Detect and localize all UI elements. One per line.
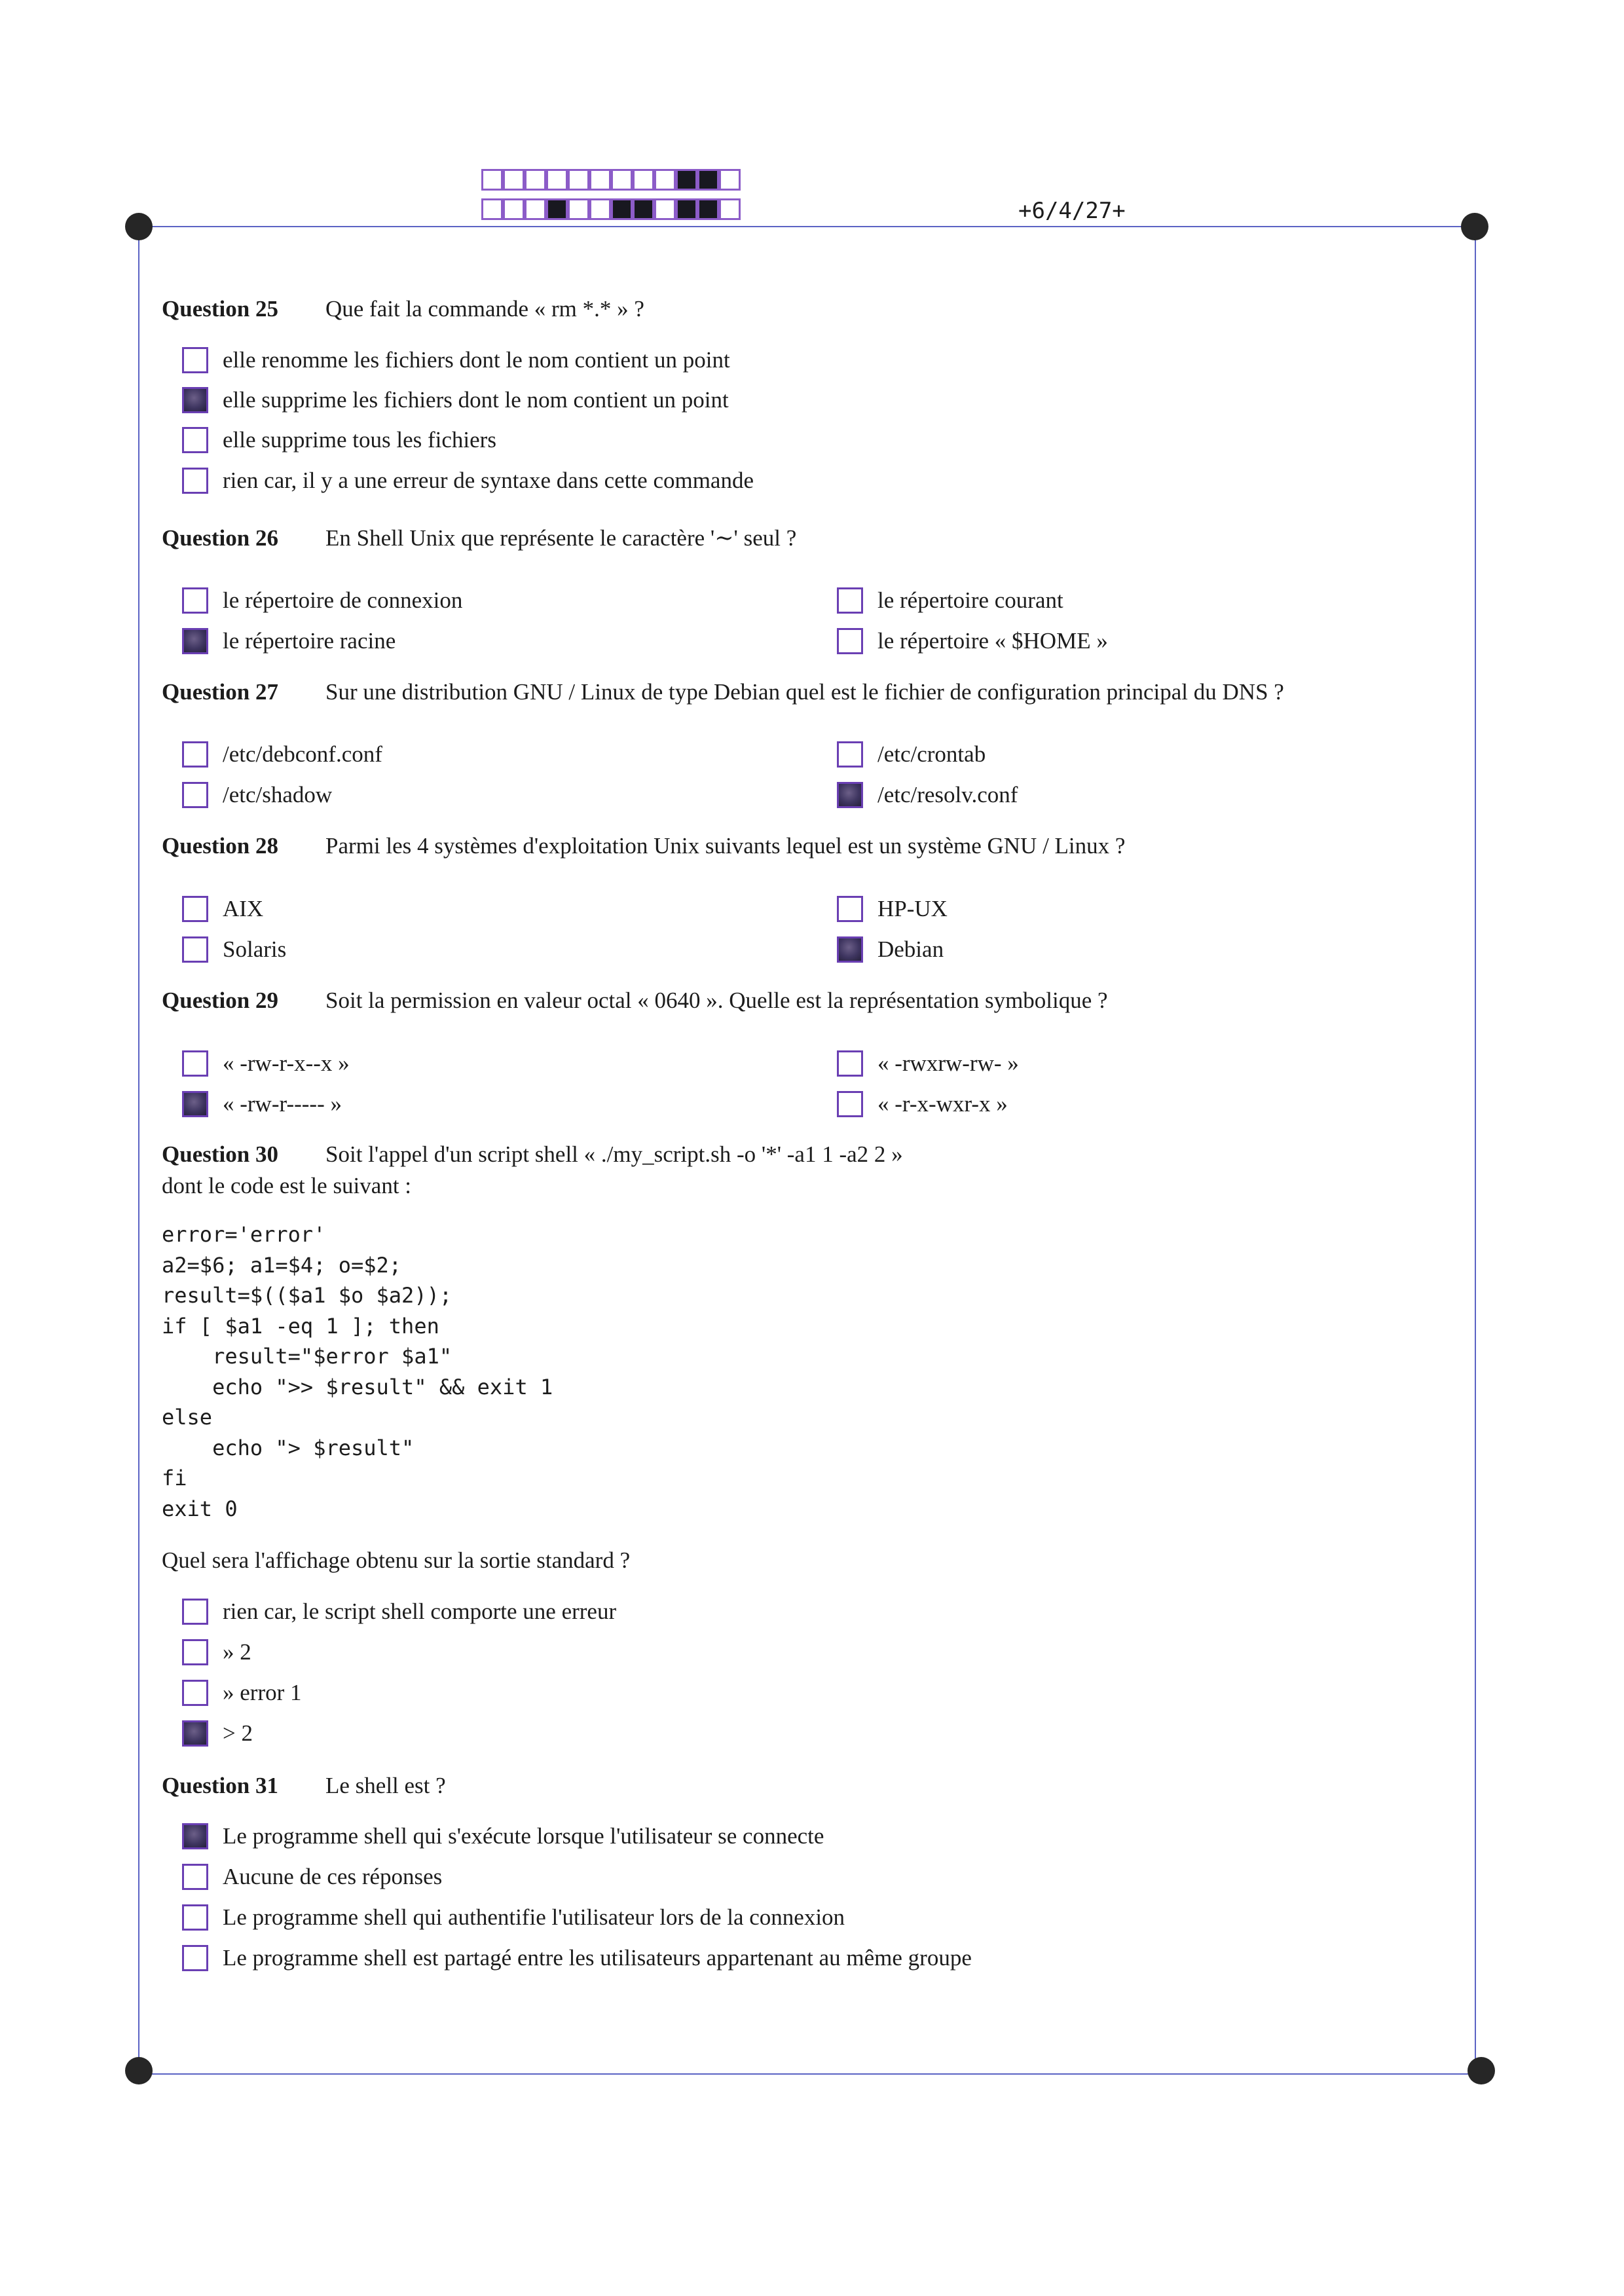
answer-option[interactable] bbox=[837, 893, 948, 925]
question-28 bbox=[162, 833, 1125, 859]
checkbox[interactable] bbox=[182, 1050, 208, 1077]
answer-option[interactable] bbox=[837, 779, 1018, 811]
checkbox[interactable] bbox=[182, 782, 208, 808]
answer-label: « -r-x-wxr-x » bbox=[877, 1091, 1008, 1117]
answer-option[interactable] bbox=[182, 584, 462, 617]
answer-label: /etc/shadow bbox=[223, 782, 333, 807]
code-block: error='error' a2=$6; a1=$4; o=$2; result=$(($a1 $o $a2)); if [ $a1 -eq 1 ]; then result="$error $a1" echo ">> $result" && exit 1 else echo "> $result" fi exit 0 bbox=[162, 1222, 553, 1521]
answer-option[interactable] bbox=[182, 779, 332, 811]
question-29 bbox=[162, 988, 1108, 1014]
barcode-cell bbox=[546, 169, 568, 191]
answer-option[interactable] bbox=[182, 1047, 350, 1080]
answer-option[interactable] bbox=[837, 1047, 1019, 1080]
barcode-cell bbox=[525, 169, 546, 191]
answer-label: rien car, le script shell comporte une erreur bbox=[223, 1599, 617, 1624]
checkbox[interactable] bbox=[837, 587, 863, 614]
answer-label: « -rwxrw-rw- » bbox=[877, 1050, 1019, 1076]
answer-option[interactable] bbox=[182, 1595, 616, 1628]
barcode-cell bbox=[546, 198, 568, 220]
answer-label: elle supprime tous les fichiers bbox=[223, 427, 496, 453]
answer-label: /etc/resolv.conf bbox=[877, 782, 1018, 807]
question-text: Soit l'appel d'un script shell « ./my_script.sh -o '*' -a1 1 -a2 2 » bbox=[325, 1141, 903, 1167]
barcode-cell bbox=[503, 198, 525, 220]
answer-label: Le programme shell est partagé entre les utilisateurs appartenant au même groupe bbox=[223, 1945, 972, 1971]
question-31 bbox=[162, 1773, 446, 1799]
answer-label: le répertoire courant bbox=[877, 587, 1063, 613]
checkbox[interactable] bbox=[182, 936, 208, 963]
answer-option[interactable] bbox=[182, 1636, 251, 1669]
barcode-cell bbox=[568, 169, 589, 191]
checkbox[interactable] bbox=[182, 468, 208, 494]
question-text: Soit la permission en valeur octal « 0640 ». Quelle est la représentation symbolique ? bbox=[325, 988, 1108, 1013]
answer-label: elle supprime les fichiers dont le nom contient un point bbox=[223, 387, 729, 413]
checkbox[interactable] bbox=[182, 741, 208, 768]
registration-mark-bottom-right bbox=[1467, 2057, 1495, 2084]
checkbox[interactable] bbox=[837, 782, 863, 808]
barcode-row-2 bbox=[481, 198, 741, 220]
checkbox[interactable] bbox=[182, 1720, 208, 1747]
question-number: Question 25 bbox=[162, 296, 278, 322]
answer-option[interactable] bbox=[182, 1676, 302, 1709]
checkbox[interactable] bbox=[182, 628, 208, 654]
answer-label: Le programme shell qui s'exécute lorsque l'utilisateur se connecte bbox=[223, 1823, 824, 1849]
checkbox[interactable] bbox=[182, 1091, 208, 1117]
answer-option[interactable] bbox=[182, 933, 286, 966]
question-26 bbox=[162, 525, 796, 551]
answer-label: /etc/crontab bbox=[877, 741, 986, 767]
registration-mark-bottom-left bbox=[125, 2057, 153, 2084]
checkbox[interactable] bbox=[837, 628, 863, 654]
question-text: Sur une distribution GNU / Linux de type Debian quel est le fichier de configuration principal du DNS ? bbox=[325, 679, 1284, 705]
checkbox[interactable] bbox=[182, 1639, 208, 1665]
checkbox[interactable] bbox=[182, 1599, 208, 1625]
checkbox[interactable] bbox=[837, 896, 863, 922]
barcode-cell bbox=[611, 169, 633, 191]
barcode-cell bbox=[654, 198, 676, 220]
answer-option[interactable] bbox=[182, 344, 730, 377]
answer-option[interactable] bbox=[182, 1717, 253, 1750]
checkbox[interactable] bbox=[182, 587, 208, 614]
answer-label: Aucune de ces réponses bbox=[223, 1864, 443, 1889]
checkbox[interactable] bbox=[182, 1904, 208, 1931]
answer-option[interactable] bbox=[837, 584, 1063, 617]
answer-option[interactable] bbox=[837, 625, 1108, 657]
question-30 bbox=[162, 1141, 903, 1168]
registration-mark-top-left bbox=[125, 213, 153, 240]
question-text: Parmi les 4 systèmes d'exploitation Unix suivants lequel est un système GNU / Linux ? bbox=[325, 833, 1126, 859]
barcode-row-1 bbox=[481, 169, 741, 191]
question-number: Question 26 bbox=[162, 525, 278, 551]
checkbox[interactable] bbox=[837, 1091, 863, 1117]
barcode-cell bbox=[481, 169, 503, 191]
barcode-cell bbox=[568, 198, 589, 220]
answer-option[interactable] bbox=[182, 1901, 845, 1934]
answer-label: « -rw-r-x--x » bbox=[223, 1050, 350, 1076]
checkbox[interactable] bbox=[182, 1864, 208, 1890]
question-27 bbox=[162, 679, 1284, 705]
answer-option[interactable] bbox=[837, 933, 944, 966]
checkbox[interactable] bbox=[182, 1823, 208, 1849]
answer-label: » 2 bbox=[223, 1639, 251, 1665]
question-number: Question 29 bbox=[162, 988, 278, 1013]
barcode-cell bbox=[481, 198, 503, 220]
answer-option[interactable] bbox=[182, 893, 263, 925]
answer-label: /etc/debconf.conf bbox=[223, 741, 382, 767]
answer-label: « -rw-r----- » bbox=[223, 1091, 342, 1117]
answer-label: Solaris bbox=[223, 936, 287, 962]
checkbox[interactable] bbox=[182, 387, 208, 413]
barcode-cell bbox=[525, 198, 546, 220]
barcode-cell bbox=[676, 169, 697, 191]
answer-label: rien car, il y a une erreur de syntaxe dans cette commande bbox=[223, 468, 754, 493]
checkbox[interactable] bbox=[182, 427, 208, 453]
answer-option[interactable] bbox=[182, 1088, 342, 1120]
answer-option[interactable] bbox=[182, 1820, 824, 1853]
barcode-cell bbox=[719, 169, 741, 191]
barcode-cell bbox=[611, 198, 633, 220]
answer-label: le répertoire racine bbox=[223, 628, 396, 654]
question-number: Question 28 bbox=[162, 833, 278, 859]
answer-option[interactable] bbox=[182, 424, 496, 456]
barcode-cell bbox=[589, 198, 611, 220]
barcode-cell bbox=[503, 169, 525, 191]
answer-label: Debian bbox=[877, 936, 944, 962]
answer-label: > 2 bbox=[223, 1720, 253, 1746]
question-number: Question 31 bbox=[162, 1773, 278, 1798]
answer-option[interactable] bbox=[182, 738, 382, 771]
checkbox[interactable] bbox=[837, 1050, 863, 1077]
question-text-continued: dont le code est le suivant : bbox=[162, 1173, 412, 1198]
barcode-cell bbox=[719, 198, 741, 220]
answer-label: Le programme shell qui authentifie l'utilisateur lors de la connexion bbox=[223, 1904, 845, 1930]
answer-option[interactable] bbox=[837, 738, 986, 771]
answer-label: le répertoire « $HOME » bbox=[877, 628, 1108, 654]
answer-label: le répertoire de connexion bbox=[223, 587, 463, 613]
checkbox[interactable] bbox=[837, 741, 863, 768]
question-text: Que fait la commande « rm *.* » ? bbox=[325, 296, 644, 322]
checkbox[interactable] bbox=[182, 1680, 208, 1706]
barcode-cell bbox=[697, 198, 719, 220]
answer-label: elle renomme les fichiers dont le nom contient un point bbox=[223, 347, 730, 373]
answer-option[interactable] bbox=[182, 625, 396, 657]
checkbox[interactable] bbox=[182, 1945, 208, 1971]
answer-option[interactable] bbox=[182, 384, 729, 417]
question-number: Question 27 bbox=[162, 679, 278, 705]
question-number: Question 30 bbox=[162, 1141, 278, 1167]
answer-option[interactable] bbox=[182, 1861, 442, 1893]
answer-label: HP-UX bbox=[877, 896, 948, 921]
question-text: En Shell Unix que représente le caractère '∼' seul ? bbox=[325, 525, 797, 551]
question-25 bbox=[162, 296, 644, 322]
answer-option[interactable] bbox=[182, 1942, 972, 1974]
barcode-cell bbox=[697, 169, 719, 191]
checkbox[interactable] bbox=[837, 936, 863, 963]
barcode-cell bbox=[633, 169, 654, 191]
barcode-cell bbox=[589, 169, 611, 191]
question-prompt: Quel sera l'affichage obtenu sur la sortie standard ? bbox=[162, 1547, 631, 1573]
barcode-cell bbox=[654, 169, 676, 191]
checkbox[interactable] bbox=[182, 896, 208, 922]
registration-mark-top-right bbox=[1461, 213, 1488, 240]
page-id: +6/4/27+ bbox=[1018, 198, 1126, 224]
question-text: Le shell est ? bbox=[325, 1773, 446, 1798]
answer-option[interactable] bbox=[837, 1088, 1008, 1120]
answer-option[interactable] bbox=[182, 464, 754, 497]
answer-label: » error 1 bbox=[223, 1680, 302, 1705]
barcode-cell bbox=[633, 198, 654, 220]
answer-label: AIX bbox=[223, 896, 264, 921]
barcode-cell bbox=[676, 198, 697, 220]
checkbox[interactable] bbox=[182, 347, 208, 373]
